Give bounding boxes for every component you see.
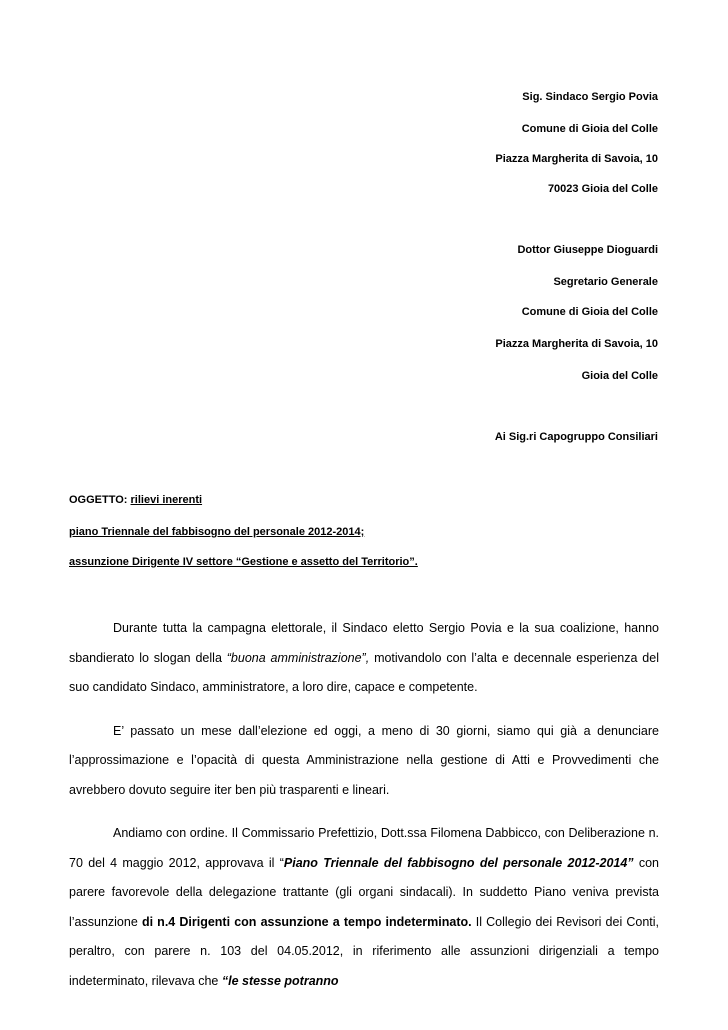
subject-line-1 (69, 493, 202, 507)
p3-plan-title: Piano Triennale del fabbisogno del personale 2012-2014” (283, 855, 634, 870)
recipient-group-leaders: Ai Sig.ri Capogruppo Consiliari (494, 431, 658, 443)
recipient-mayor-city: 70023 Gioia del Colle (547, 183, 658, 195)
p3-text-c: con parere favorevole della delegazione trattante (gli organi sindacali). In suddetto Piano veniva prevista l’assunzione (69, 855, 659, 929)
recipient-mayor-office: Comune di Gioia del Colle (521, 123, 658, 135)
recipient-secretary-office: Comune di Gioia del Colle (521, 306, 658, 318)
recipient-mayor-street: Piazza Margherita di Savoia, 10 (495, 153, 658, 165)
recipient-secretary-street: Piazza Margherita di Savoia, 10 (495, 338, 658, 350)
paragraph-2: E’ passato un mese dall’elezione ed oggi, a meno di 30 giorni, siamo qui già a denunciare l’approssimazione e l’opacità di questa Amministrazione nella gestione di Atti e Provvedimenti che avrebbero dovuto seguire iter ben più trasparenti e lineari. (69, 723, 659, 797)
recipient-secretary-city: Gioia del Colle (581, 370, 658, 382)
paragraph-3 (69, 819, 659, 996)
recipient-secretary-name: Dottor Giuseppe Dioguardi (517, 244, 658, 256)
p1-slogan: “buona amministrazione”, (226, 650, 370, 665)
paragraph-1 (69, 614, 659, 703)
p1-text-c: motivandolo con l’alta e decennale esperienza del suo candidato Sindaco, amministratore, a loro dire, capace e competente. (69, 650, 659, 694)
letter-body (69, 614, 659, 1010)
p3-text-a: Andiamo con ordine. Il Commissario Prefettizio, Dott.ssa Filomena Dabbicco, con Deliberazione n. 70 del 4 maggio 2012, approvava il “ (69, 826, 659, 870)
p3-text-e: Il Collegio dei Revisori dei Conti, peraltro, con parere n. 103 del 04.05.2012, in riferimento alle assunzioni dirigenziali a tempo indeterminato, rilevava che (69, 914, 660, 988)
subject-text-1: rilievi inerenti (130, 494, 203, 506)
subject-line-3: assunzione Dirigente IV settore “Gestione e assetto del Territorio”. (69, 556, 418, 568)
p3-quote: “le stesse potranno (221, 973, 339, 988)
recipient-secretary-role: Segretario Generale (553, 276, 658, 288)
subject-line-2: piano Triennale del fabbisogno del personale 2012-2014; (69, 526, 365, 538)
p1-text-a: Durante tutta la campagna elettorale, il Sindaco eletto Sergio Povia e la sua coalizione, hanno sbandierato lo slogan della (69, 621, 659, 665)
p3-hiring: di n.4 Dirigenti con assunzione a tempo indeterminato. (141, 914, 472, 929)
recipient-mayor-name: Sig. Sindaco Sergio Povia (522, 91, 658, 103)
subject-label: OGGETTO: (69, 494, 128, 506)
